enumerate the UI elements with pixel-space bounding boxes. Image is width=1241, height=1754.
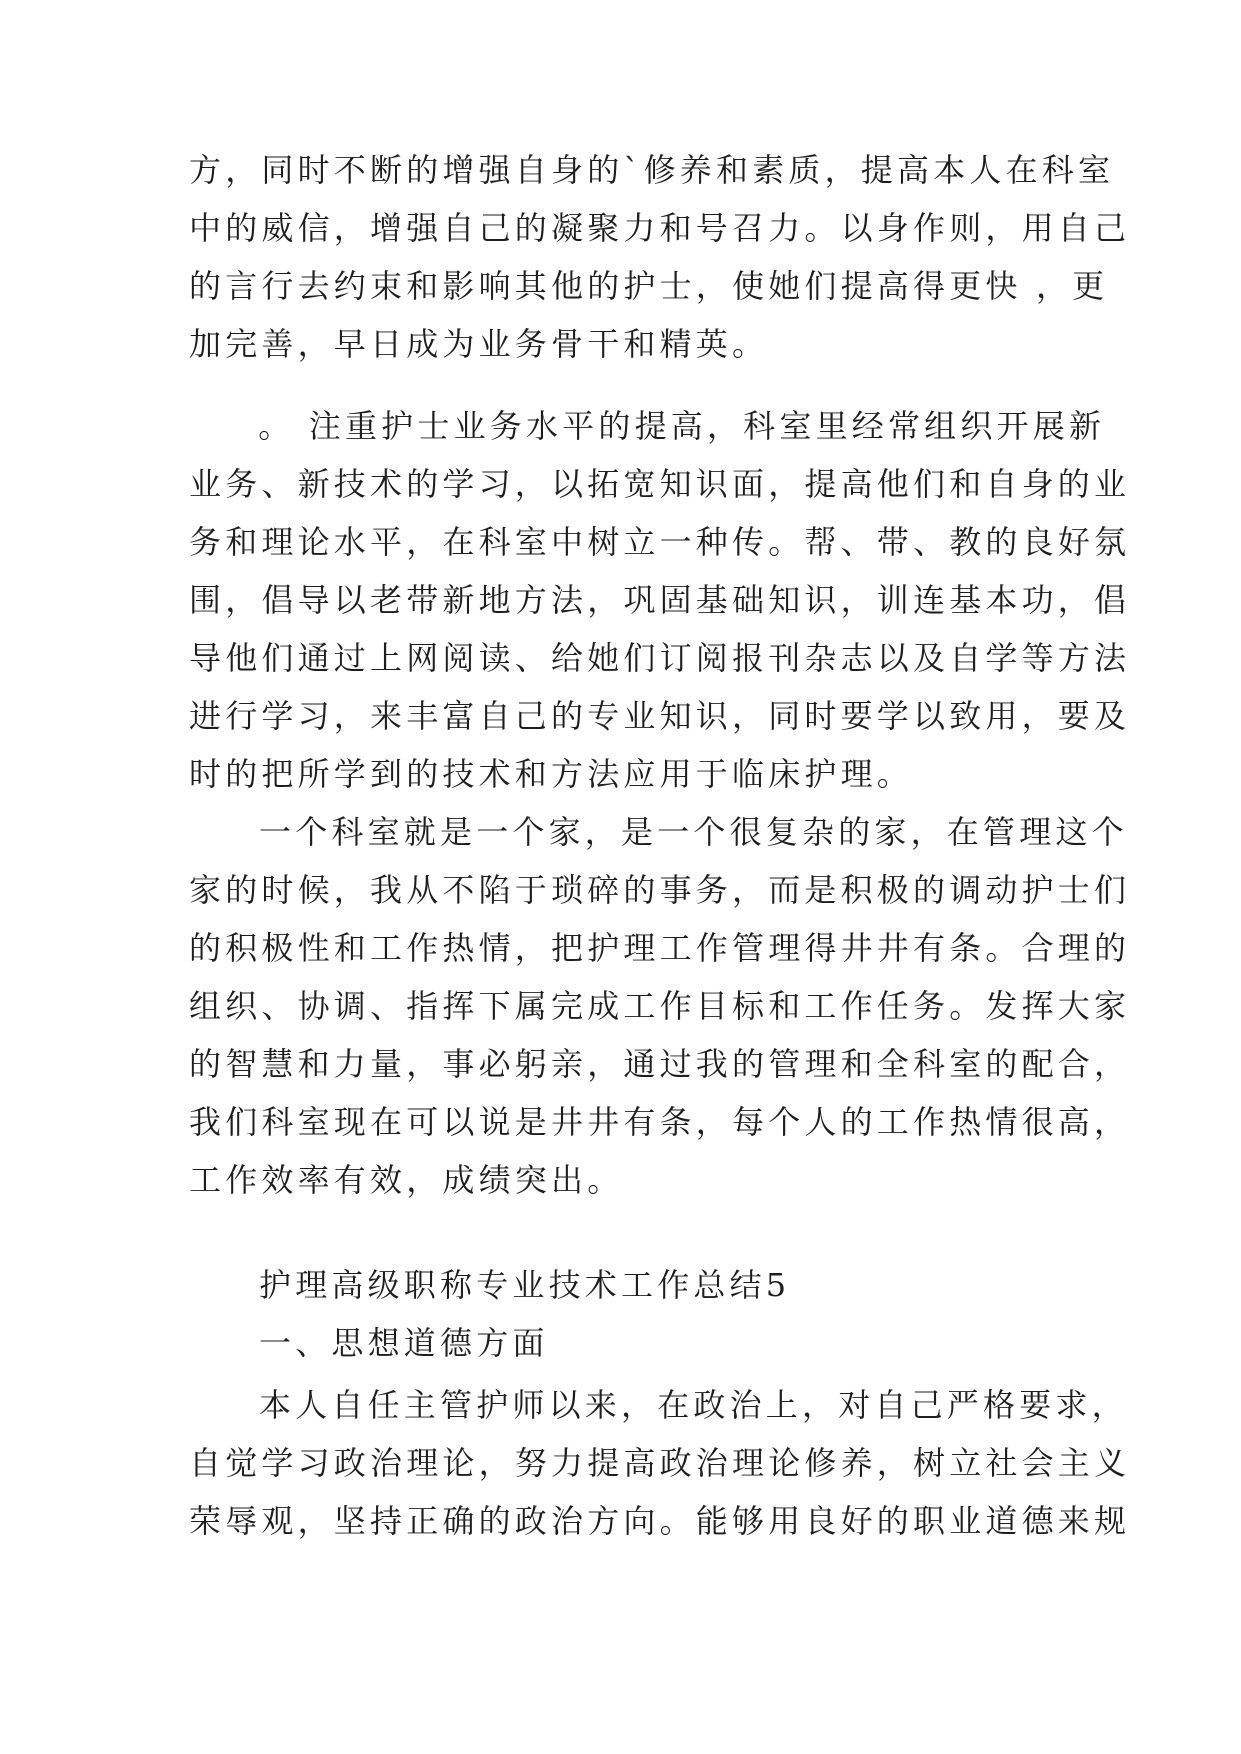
text-line: 自觉学习政治理论，努力提高政治理论修养，树立社会主义 (189, 1444, 1131, 1482)
text-line: 加完善，早日成为业务骨干和精英。 (189, 325, 769, 363)
text-line: 时的把所学到的技术和方法应用于临床护理。 (189, 755, 914, 793)
text-line: 的积极性和工作热情，把护理工作管理得井井有条。合理的 (189, 929, 1131, 967)
section-heading: 护理高级职称专业技术工作总结5 (259, 1266, 791, 1304)
text-line: 业务、新技术的学习，以拓宽知识面，提高他们和自身的业 (189, 465, 1131, 503)
text-line: 进行学习，来丰富自己的专业知识，同时要学以致用，要及 (189, 697, 1131, 735)
text-line: 方，同时不断的增强自身的`修养和素质，提高本人在科室 (189, 151, 1115, 189)
text-line: 围，倡导以老带新地方法，巩固基础知识，训连基本功，倡 (189, 581, 1131, 619)
text-line: 。 注重护士业务水平的提高，科室里经常组织开展新 (222, 407, 1106, 445)
section-subheading: 一、思想道德方面 (259, 1324, 549, 1362)
text-line: 工作效率有效，成绩突出。 (189, 1161, 624, 1199)
text-line: 荣辱观，坚持正确的政治方向。能够用良好的职业道德来规 (189, 1502, 1131, 1540)
text-line: 务和理论水平，在科室中树立一种传。帮、带、教的良好氛 (189, 523, 1131, 561)
text-line: 组织、协调、指挥下属完成工作目标和工作任务。发挥大家 (189, 987, 1131, 1025)
text-line: 本人自任主管护师以来，在政治上，对自己严格要求， (259, 1386, 1128, 1424)
text-line: 我们科室现在可以说是井井有条，每个人的工作热情很高， (189, 1103, 1131, 1141)
text-line: 家的时候，我从不陷于琐碎的事务，而是积极的调动护士们 (189, 871, 1131, 909)
text-line: 中的威信，增强自己的凝聚力和号召力。以身作则，用自己 (189, 209, 1131, 247)
text-line: 的言行去约束和影响其他的护士，使她们提高得更快 ，更 (189, 267, 1109, 305)
text-line: 一个科室就是一个家，是一个很复杂的家，在管理这个 (259, 813, 1128, 851)
text-line: 的智慧和力量，事必躬亲，通过我的管理和全科室的配合， (189, 1045, 1131, 1083)
text-line: 导他们通过上网阅读、给她们订阅报刊杂志以及自学等方法 (189, 639, 1131, 677)
